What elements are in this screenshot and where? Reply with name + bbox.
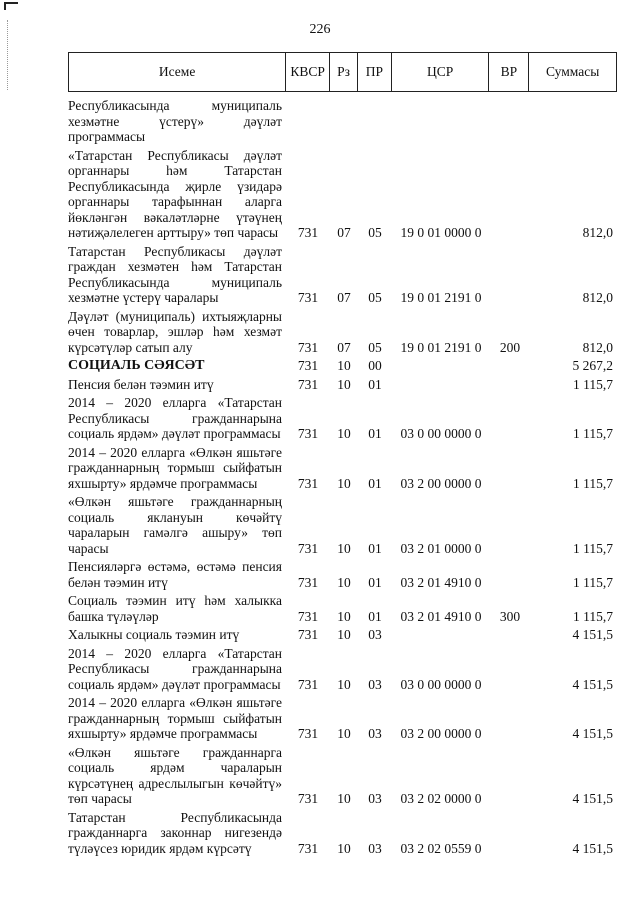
cell-csr: 03 2 00 0000 0 — [400, 726, 482, 741]
cell-csr: 03 2 02 0000 0 — [400, 791, 482, 806]
cell-name: Татарстан Республикасында гражданнарга законнар нигезендә түләүсез юридик ярдәм күрсәтү — [68, 809, 282, 856]
header-kvsr: КВСР — [286, 53, 330, 91]
cell-vr: 300 — [499, 608, 521, 624]
table-row — [68, 646, 617, 693]
cell-kvsr: 731 — [297, 358, 319, 373]
cell-name: Татарстан Республикасы дәүләт граждан хезмәтен һәм Татарстан Республикасында муниципаль хезмәтне үстерү чаралары — [68, 243, 282, 305]
cell-name: Республикасында муниципаль хезмәтне үстерү» дәүләт программасы — [68, 98, 282, 144]
header-csr: ЦСР — [392, 53, 490, 91]
cell-kvsr: 731 — [297, 726, 319, 741]
cell-pr: 01 — [368, 426, 382, 441]
cell-rz: 10 — [337, 676, 351, 692]
header-vr: ВР — [489, 53, 529, 91]
cell-pr: 03 — [368, 627, 382, 642]
table-header — [68, 52, 617, 92]
cell-name: 2014 – 2020 елларга «Татарстан Республикасы гражданнарына социаль ярдәм» дәүләт программасы — [68, 645, 282, 692]
cell-sum: 812,0 — [582, 225, 613, 240]
cell-sum: 1 115,7 — [573, 608, 613, 624]
cell-name: Социаль тәэмин итү һәм халыкка башка түләүләр — [68, 593, 282, 624]
cell-pr: 01 — [368, 574, 382, 590]
cell-rz: 10 — [337, 627, 351, 642]
cell-csr: 03 2 02 0559 0 — [400, 840, 482, 856]
cell-sum: 1 115,7 — [573, 426, 613, 441]
cell-rz: 10 — [337, 574, 351, 590]
cell-pr: 05 — [368, 225, 382, 240]
cell-name: 2014 – 2020 елларга «Татарстан Республикасы гражданнарына социаль ярдәм» дәүләт программасы — [68, 395, 282, 441]
cell-rz: 10 — [337, 608, 351, 624]
cell-name: Пенсия белән тәэмин итү — [68, 376, 214, 392]
cell-sum: 1 115,7 — [573, 475, 613, 491]
table-row — [68, 810, 617, 857]
cell-kvsr: 731 — [297, 290, 319, 305]
table-row — [68, 627, 617, 643]
cell-name: Пенсияләргә өстәмә, өстәмә пенсия белән тәэмин итү — [68, 559, 282, 590]
corner-crop-mark — [4, 2, 18, 10]
header-pr: ПР — [358, 53, 392, 91]
header-sum: Суммасы — [546, 64, 600, 79]
table-row — [68, 445, 617, 492]
cell-csr: 03 2 00 0000 0 — [400, 475, 482, 491]
cell-name: «Өлкән яшьтәге гражданнарның социаль яклануын көчәйтү чараларын гамәлгә ашыру» төп чарасы — [68, 494, 282, 556]
cell-rz: 10 — [337, 840, 351, 856]
cell-csr: 03 2 01 0000 0 — [400, 540, 482, 556]
table-row — [68, 559, 617, 590]
table-row — [68, 148, 617, 241]
header-name: Исеме — [69, 53, 286, 91]
cell-kvsr: 731 — [297, 339, 319, 355]
cell-sum: 1 115,7 — [573, 376, 613, 392]
cell-name: Дәүләт (муниципаль) ихтыяҗларны өчен товарлар, эшләр һәм хезмәт күрсәтүләр сатып алу — [68, 308, 282, 355]
cell-rz: 07 — [337, 290, 351, 305]
cell-csr: 03 0 00 0000 0 — [400, 426, 482, 441]
cell-kvsr: 731 — [297, 475, 319, 491]
table-row — [68, 593, 617, 624]
cell-pr: 01 — [368, 608, 382, 624]
cell-sum: 812,0 — [582, 290, 613, 305]
cell-rz: 10 — [337, 540, 351, 556]
cell-sum: 4 151,5 — [572, 791, 613, 806]
cell-rz: 10 — [337, 376, 351, 392]
cell-csr: 03 0 00 0000 0 — [400, 676, 482, 692]
cell-kvsr: 731 — [297, 608, 319, 624]
table-row — [68, 745, 617, 807]
cell-pr: 03 — [368, 840, 382, 856]
cell-name: 2014 – 2020 елларга «Өлкән яшьтәге гражданнарның тормыш сыйфатын яхшырту» ярдәмче программасы — [68, 695, 282, 741]
cell-kvsr: 731 — [297, 574, 319, 590]
cell-kvsr: 731 — [297, 540, 319, 556]
table-row — [68, 244, 617, 306]
cell-rz: 10 — [337, 726, 351, 741]
table-row — [68, 695, 617, 742]
cell-name: 2014 – 2020 елларга «Өлкән яшьтәге гражданнарның тормыш сыйфатын яхшырту» ярдәмче программасы — [68, 444, 282, 491]
cell-rz: 10 — [337, 358, 351, 373]
cell-rz: 10 — [337, 791, 351, 806]
cell-pr: 01 — [368, 475, 382, 491]
cell-csr: 19 0 01 2191 0 — [400, 339, 482, 355]
table-row — [68, 358, 617, 374]
cell-vr: 200 — [499, 339, 521, 355]
cell-csr: 19 0 01 0000 0 — [400, 225, 482, 240]
cell-pr: 00 — [368, 358, 382, 373]
table-body — [68, 98, 617, 859]
cell-name: Халыкны социаль тәэмин итү — [68, 627, 240, 642]
page-number: 226 — [309, 22, 331, 37]
cell-sum: 4 151,5 — [572, 627, 613, 642]
cell-sum: 5 267,2 — [572, 358, 613, 373]
cell-csr: 19 0 01 2191 0 — [400, 290, 482, 305]
cell-pr: 03 — [368, 726, 382, 741]
table-row — [68, 494, 617, 556]
cell-sum: 4 151,5 — [572, 840, 613, 856]
cell-kvsr: 731 — [297, 225, 319, 240]
cell-csr: 03 2 01 4910 0 — [400, 574, 482, 590]
cell-pr: 05 — [368, 290, 382, 305]
cell-name: «Татарстан Республикасы дәүләт органнары һәм Татарстан Республикасында җирле үзидарә органнары тарафыннан аларга йөкләнгән вәкаләтләрне үтәүнең нәтиҗәлелеген арттыру» төп чарасы — [68, 147, 282, 240]
cell-kvsr: 731 — [297, 840, 319, 856]
cell-rz: 10 — [337, 426, 351, 441]
cell-kvsr: 731 — [297, 376, 319, 392]
cell-pr: 05 — [368, 339, 382, 355]
cell-pr: 03 — [368, 676, 382, 692]
cell-kvsr: 731 — [297, 676, 319, 692]
cell-rz: 07 — [337, 339, 351, 355]
cell-csr: 03 2 01 4910 0 — [400, 608, 482, 624]
cell-sum: 1 115,7 — [573, 540, 613, 556]
cell-name: «Өлкән яшьтәге гражданнарга социаль ярдәм чараларын күрсәтүнең адреслылыгын көчәйтү» төп чарасы — [68, 744, 282, 806]
header-rz: Рз — [330, 53, 358, 91]
cell-kvsr: 731 — [297, 426, 319, 441]
table-row — [68, 377, 617, 393]
cell-sum: 1 115,7 — [573, 574, 613, 590]
cell-sum: 812,0 — [582, 339, 613, 355]
cell-pr: 03 — [368, 791, 382, 806]
table-row — [68, 395, 617, 442]
cell-kvsr: 731 — [297, 627, 319, 642]
cell-pr: 01 — [368, 376, 382, 392]
cell-sum: 4 151,5 — [572, 676, 613, 692]
cell-pr: 01 — [368, 540, 382, 556]
table-row — [68, 309, 617, 356]
table-row — [68, 98, 617, 145]
cell-name: СОЦИАЛЬ СӘЯСӘТ — [68, 358, 205, 373]
cell-kvsr: 731 — [297, 791, 319, 806]
cell-sum: 4 151,5 — [572, 726, 613, 741]
cell-rz: 10 — [337, 475, 351, 491]
cell-rz: 07 — [337, 225, 351, 240]
